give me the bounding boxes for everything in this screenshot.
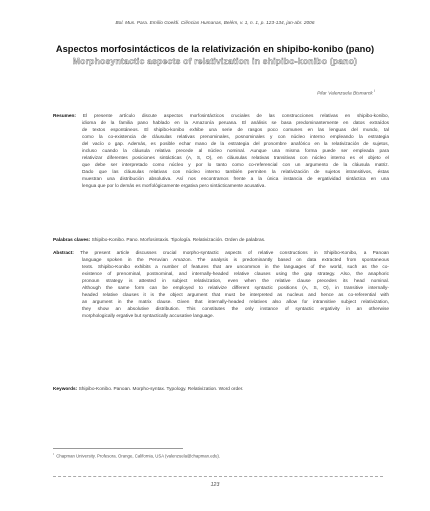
author-note-mark: I [374,89,375,93]
article-subtitle: Morphosyntactic aspects of relativization in shipibo-konibo (pano) [72,56,358,66]
abstract-line: morphologically ergative but syntactically accusative language. [82,314,215,320]
resumen-line: idioma de la familia pano hablado en la Amazonía peruana. El análisis se basa predominantemente en datos extraídos [82,121,389,127]
article-title: Aspectos morfosintácticos de la relativización en shipibo-konibo (pano) [55,44,375,54]
palabras-claves-label: Palabras claves: [53,238,91,243]
author-name-text: Pilar Valenzuela Bismarck [317,91,373,97]
resumen-line: como la co-existencia de cláusulas relativas prenominales, posnominales y con núcleo interno empleando la estrategia [82,135,389,141]
footnote [53,452,220,458]
abstract-line: an argument in the matrix clause. Given that internally-headed relatives also allow for intransitive subject relativization, [82,300,389,306]
resumen-line: El presente artículo discute aspectos morfosintácticos cruciales de las construcciones relativas en shipibo-konibo, [82,114,389,119]
footnote-mark: I [53,452,54,456]
abstract-line: headed relative clauses it is the object argument that must be interpreted as nucleus and hence as co-referential with [82,293,389,299]
resumen-line: del vacío o gap. Además, es posible echar mano de la estrategia del pronombre anafórico en la relativización de sujetos, [82,142,389,148]
resumen-line: Dado que las cláusulas relativas con núcleo interno también permiten la relativización de sujetos intransitivos, éstas [82,170,389,176]
abstract-line: texts. Shipibo-Konibo exhibits a number of features that are uncommon in the languages of the world, such as the co- [82,265,389,271]
keywords-section [53,386,389,393]
footnote-text: Chapman University. Profesora. Orange, California, USA (valenzuela@chapman.edu). [56,453,221,459]
palabras-claves-text: Shipibo-Konibo. Pano. Morfosintaxis. Tipología. Relativización. Orden de palabras. [91,238,266,243]
abstract-line: existence of prenominal, postnominal, and internally-headed relative clauses using the gap strategy. Also, the anaphoric [82,272,389,278]
resumen-line: incluso cuando la cláusula relativa precede al núcleo nominal. Aunque una misma forma puede ser empleada para [82,149,389,155]
resumen-line: de textos espontáneos. El shipibo-konibo exhibe una serie de rasgos poco comunes en las lenguas del mundo, tal [82,128,389,134]
abstract-line: Although the same form can be employed to relativize different syntactic positions (A, S, O), in transitive internally- [82,286,389,292]
resumen-label: Resumen: [53,114,76,119]
page-footer-divider [53,476,383,477]
resumen-line: relativizar diferentes posiciones sintácticas (A, S, O), en cláusulas relativas transitivas con núcleo interno es el objeto el [82,156,389,162]
abstract-line: The present article discusses crucial morpho-syntactic aspects of relative constructions in Shipibo-Konibo, a Panoan [80,251,389,256]
resumen-line: que debe ser interpretado como núcleo y por lo tanto como co-referencial con un argumento de la cláusula matriz. [82,163,389,169]
abstract-section [53,250,389,320]
palabras-claves-section [53,237,389,244]
journal-header: Bol. Mus. Para. Emílio Goeldi. Ciências Humanas, Belém, v. 1, n. 1, p. 123-134, jan-abr. 2006 [115,20,315,25]
keywords-text: Shipibo-Konibo. Panoan. Morpho-syntax. Typology. Relativization. Word order. [78,387,244,392]
resumen-line: muestran una distribución absolutiva. Así nos encontramos frente a la única instancia de ergatividad sintáctica en una [82,177,389,183]
abstract-line: they show an absolutive distribution. This constitutes the only instance of syntactic ergativity in an otherwise [82,307,389,313]
abstract-line: pronoun strategy is attested in subject relativization, even when the relative clause precedes its head nominal. [82,279,389,285]
page-number: 123 [210,482,220,488]
abstract-label: Abstract: [53,251,74,256]
keywords-label: Keywords: [53,387,78,392]
resumen-line: lengua que por lo demás es morfológicamente ergativa pero sintácticamente acusativa. [82,184,266,190]
footnote-divider [53,448,183,449]
resumen-section [53,113,389,191]
abstract-line: language spoken in the Peruvian Amazon. The analysis is predominantly based on data extracted from spontaneous [82,258,389,264]
author-name [317,89,375,97]
